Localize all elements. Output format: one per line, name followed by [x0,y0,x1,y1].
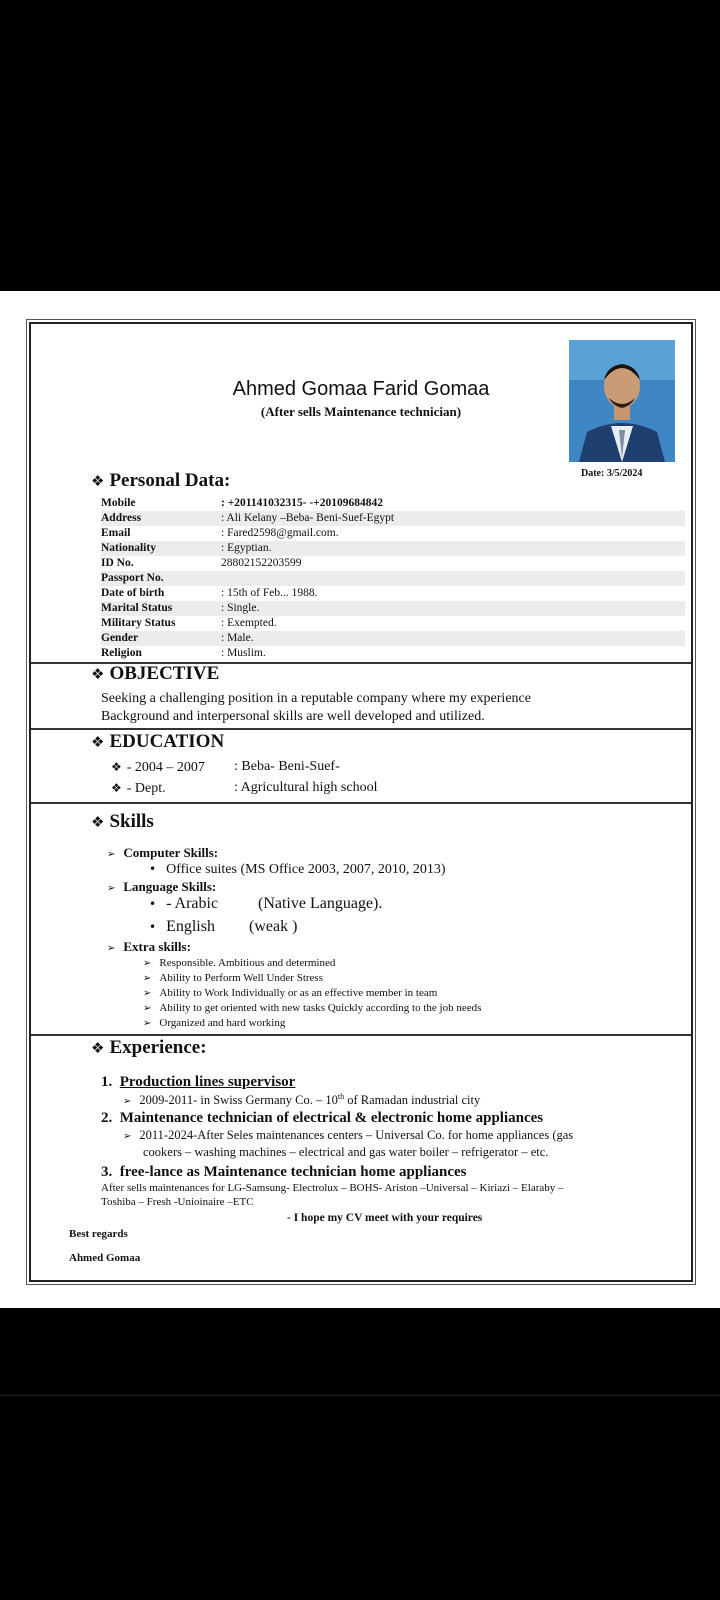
language-item: • - Arabic [149,895,219,912]
diamond-bullet-icon: ❖ [91,813,105,831]
job-detail: After sells maintenances for LG-Samsung- Electrolux – BOHS- Ariston –Universal – Kiriazi – Elaraby – [101,1182,564,1194]
personal-row: Passport No. [101,571,685,586]
personal-row: Mobile : +201141032315- -+20109684842 [101,497,383,509]
candidate-name: Ahmed Gomaa Farid Gomaa [232,378,490,400]
skills-heading: ❖ Skills [91,811,154,832]
extra-skill-item: ➢ Ability to Work Individually or as an effective member in team [143,987,438,999]
closing-line: - I hope my CV meet with your requires [287,1212,483,1224]
personal-row: Gender : Male. [101,631,685,646]
arrow-bullet-icon: ➢ [123,1096,132,1108]
experience-heading: ❖ Experience: [91,1037,207,1058]
diamond-bullet-icon: ❖ [111,781,122,795]
computer-skill-item: • Office suites (MS Office 2003, 2007, 2010, 2013) [149,862,446,877]
personal-row: Religion : Muslim. [101,647,266,659]
arrow-bullet-icon: ➢ [143,1018,152,1029]
signoff-name: Ahmed Gomaa [69,1252,141,1264]
language-level: (weak ) [249,918,298,935]
diamond-bullet-icon: ❖ [91,1039,105,1057]
personal-row: Nationality : Egyptian. [101,541,685,556]
dot-bullet-icon: • [149,862,157,876]
section-divider [31,802,691,804]
job-title: 2. Maintenance technician of electrical & electronic home appliances [101,1110,544,1126]
arrow-bullet-icon: ➢ [143,973,152,984]
arrow-bullet-icon: ➢ [143,958,152,969]
personal-data-heading: ❖ Personal Data: [91,470,231,491]
job-detail: ➢ 2011-2024-After Seles maintenances centers – Universal Co. for home appliances (gas [123,1128,574,1142]
signoff-greeting: Best regards [69,1228,128,1240]
job-detail: Toshiba – Fresh -Unioinaire –ETC [101,1196,254,1208]
section-divider [31,1034,691,1036]
objective-heading: ❖ OBJECTIVE [91,663,220,684]
cv-date: Date: 3/5/2024 [581,468,643,479]
arrow-bullet-icon: ➢ [143,1003,152,1014]
dot-bullet-icon: • [149,920,157,934]
computer-skills-label: ➢ Computer Skills: [107,845,219,860]
arrow-bullet-icon: ➢ [123,1131,132,1142]
extra-skill-item: ➢ Ability to Perform Well Under Stress [143,972,323,984]
language-level: (Native Language). [258,895,383,912]
job-detail: cookers – washing machines – electrical and gas water boiler – refrigerator – etc. [143,1145,549,1159]
personal-row: Military Status : Exempted. [101,617,277,629]
cv-frame [29,322,693,1282]
dot-bullet-icon: • [149,897,157,911]
arrow-bullet-icon: ➢ [107,943,116,954]
nav-bar-divider [0,1395,720,1396]
language-item: • English [149,918,215,935]
extra-skill-item: ➢ Responsible. Ambitious and determined [143,957,336,969]
diamond-bullet-icon: ❖ [91,472,105,490]
profile-photo [569,340,675,462]
personal-row: Marital Status : Single. [101,601,685,616]
education-value: : Agricultural high school [234,780,378,795]
education-value: : Beba- Beni-Suef- [234,759,340,774]
education-heading: ❖ EDUCATION [91,731,225,752]
language-skills-label: ➢ Language Skills: [107,879,217,894]
arrow-bullet-icon: ➢ [143,988,152,999]
personal-row: Date of birth : 15th of Feb... 1988. [101,587,318,599]
diamond-bullet-icon: ❖ [91,733,105,751]
personal-row: Address : Ali Kelany –Beba- Beni-Suef-Egypt [101,511,685,526]
extra-skill-item: ➢ Organized and hard working [143,1017,286,1029]
arrow-bullet-icon: ➢ [107,883,116,894]
job-detail: ➢ 2009-2011- in Swiss Germany Co. – 10th of Ramadan industrial city [123,1092,481,1108]
personal-row: Email : Fared2598@gmail.com. [101,527,339,539]
job-title: 3. free-lance as Maintenance technician home appliances [101,1164,467,1180]
personal-row: ID No. 28802152203599 [101,557,302,569]
education-item: ❖ - Dept. [111,781,166,796]
diamond-bullet-icon: ❖ [111,760,122,774]
job-title: 1. Production lines supervisor [101,1074,296,1090]
extra-skills-label: ➢ Extra skills: [107,939,191,954]
candidate-role: (After sells Maintenance technician) [260,404,462,419]
education-item: ❖ - 2004 – 2007 [111,760,205,775]
objective-line: Background and interpersonal skills are well developed and utilized. [101,709,485,724]
diamond-bullet-icon: ❖ [91,665,105,683]
section-divider [31,728,691,730]
extra-skill-item: ➢ Ability to get oriented with new tasks Quickly according to the job needs [143,1002,482,1014]
objective-line: Seeking a challenging position in a reputable company where my experience [101,691,531,706]
arrow-bullet-icon: ➢ [107,849,116,860]
